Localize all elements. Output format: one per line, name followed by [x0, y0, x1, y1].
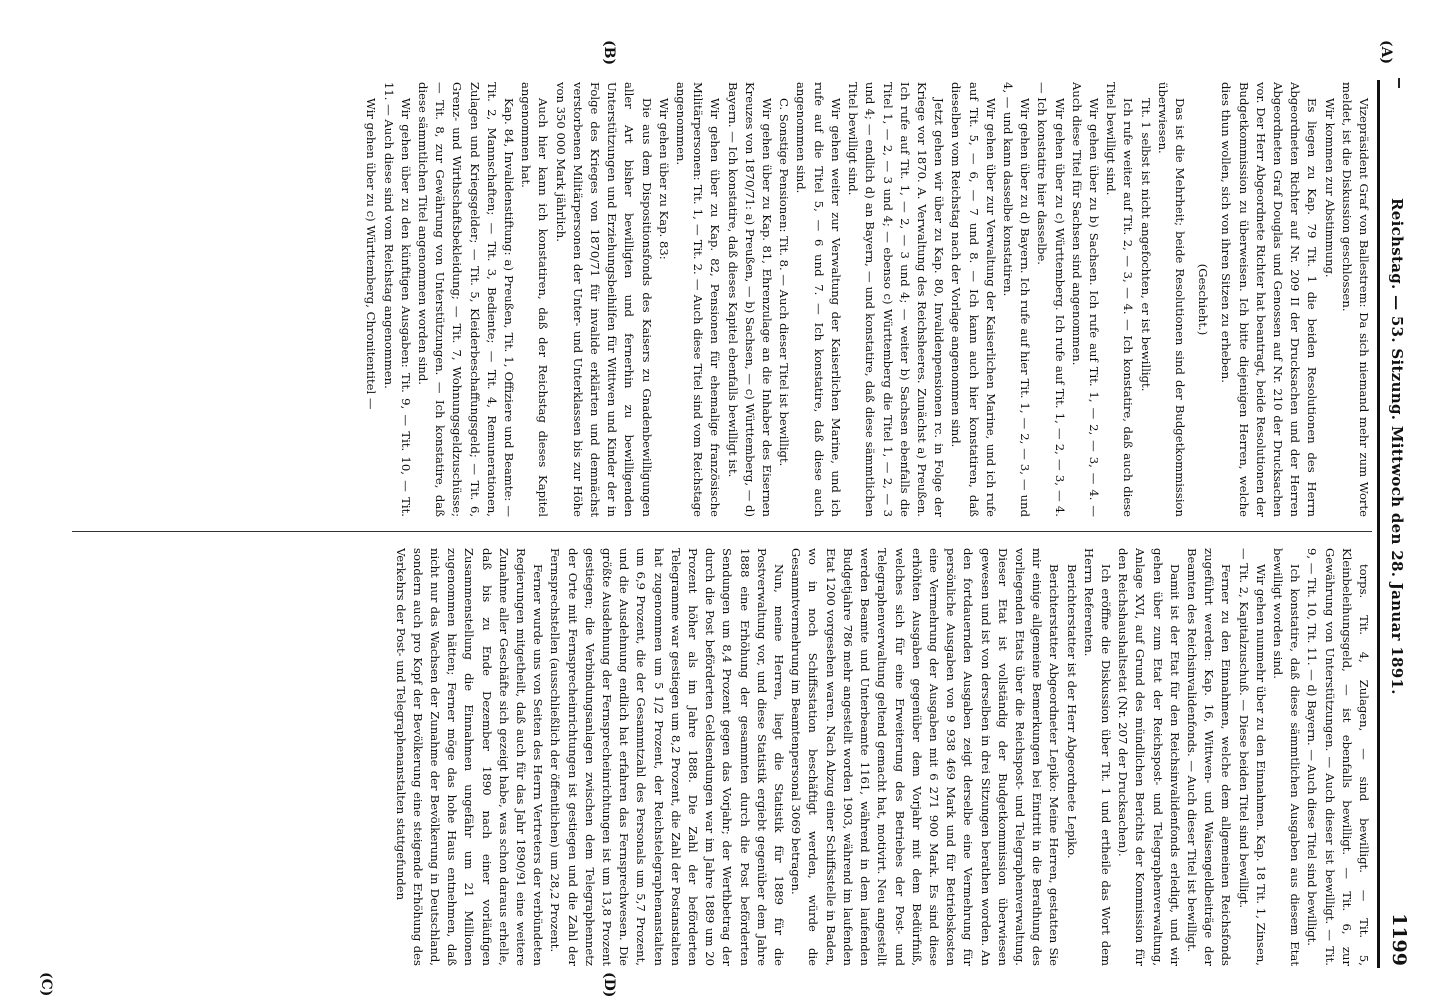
paragraph: (Geschieht.): [1196, 263, 1211, 336]
paragraph: Wir kommen zur Abstimmung.: [1322, 98, 1337, 278]
paragraph: Die aus dem Dispositionsfonds des Kaisers zu Gnadenbewilligungen aller Art bisher bewilligten und fernerhin zu bewilligenden Unterstützungen und Erziehungsbeihilfen für Wittwen und Kinder der in Folge des Krieges von 1870/71 für invalide erklärten und demnächst verstorbenen Militärpersonen der Unter- und Unterklassen bis zur Höhe von 350 000 Mark jährlich.: [553, 82, 654, 517]
margin-marker-c: (C): [38, 972, 54, 997]
paragraph: Ich konstatire, daß diese sämmtlichen Ausgaben aus diesem Etat bewilligt worden sind.: [1270, 548, 1303, 966]
header-dash: [1398, 78, 1400, 88]
paragraph: Wir gehen über zu c) Württemberg, Chronitentitel —: [364, 98, 379, 410]
paragraph: Wir gehen über zu c) Württemberg. Ich rufe auf Tit. 1, — 2, — 3, — 4. — Ich konstatire hier dasselbe.: [1035, 82, 1067, 517]
paragraph: Ferner zu den Einnahmen, welche dem allgemeinen Reichsfonds zugeführt werden: Kap. 16, Wittwen- und Waisengeldbeiträge der Beamten des Reichsinvalidenfonds. — Auch dieser Titel ist bewilligt.: [1184, 548, 1234, 966]
paragraph: Tit. 1 selbst ist nicht angefochten, er ist bewilligt.: [1138, 98, 1153, 392]
paragraph: Wir gehen über zu den künftigen Ausgaben: Tit. 9, — Tit. 10, — Tit. 11. — Auch diese sind vom Reichstag angenommen.: [381, 82, 413, 517]
page-title: Reichstag. — 53. Sitzung. Mittwoch den 28. Januar 1891.: [1388, 198, 1406, 695]
paragraph: Ich rufe weiter auf Tit. 2, — 3, — 4. — Ich konstatire, daß auch diese Titel bewilligt sind.: [1104, 82, 1136, 517]
paragraph: Kap. 84, Invalidenstiftung: a) Preußen, Tit. 1, Offiziere und Beamte: — Tit. 2, Mannschaften; — Tit. 3, Bediente; — Tit. 4, Remunerationen, Zulagen und Kriegsgelder; — Tit. 5, Kleiderbeschaffungsgeld; — Tit. 6, Grenz- und Wirthschaftsbekleidung; — Tit. 7, Wohnungsgeldzuschüsse; — Tit. 8, zur Gewährung von Unterstützungen. — Ich konstatire, daß diese sämmtlichen Titel angenommen worden sind.: [416, 82, 517, 517]
paragraph: Wir gehen über zu d) Bayern. Ich rufe auf hier Tit. 1, — 2, — 3, — und 4, — und kann dasselbe konstatiren.: [1000, 82, 1033, 517]
paragraph: Wir gehen über zu Kap. 81, Ehrenzulage an die Inhaber des Eisernen Kreuzes von 1870/71: a) Preußen, — b) Sachsen, — c) Württemberg, — d) Bayern. — Ich konstatire, daß dieses Kapitel ebenfalls bewilligt ist.: [725, 82, 775, 517]
paragraph: Nun, meine Herren, liegt die Statistik für 1889 für die Postverwaltung vor, und diese Statistik ergiebt gegenüber dem Jahre 1888 eine Erhöhung der gesammten durch die Post beförderten Sendungen um 8,4 Prozent gegen das Vorjahr; der Werthbetrag der durch die Post beförderten Geldsendungen war im Jahre 1889 um 20 Prozent höher als im Jahre 1888. Die Zahl der beförderten Telegramme war gestiegen um 8,2 Prozent, die Zahl der Postanstalten hat zugenommen um 5 1/2 Prozent, der Reichstelegraphenanstalten um 6,9 Prozent, die der Gesammtzahl des Personals um 5,7 Prozent, und die Ausdehnung endlich hat erfahren das Fernsprechwesen. Die größte Ausdehnung der Fernsprecheinrichtungen ist um 13,8 Prozent gestiegen; die Verbindungsanlagen zwischen dem Telegraphennetz der Orte mit Fernsprecheinrichtungen ist gestiegen und die Zahl der Fernsprechstellen (ausschließlich der öffentlichen) um 28,2 Prozent.: [548, 548, 787, 966]
paragraph: C. Sonstige Pensionen: Tit. 8. — Auch dieser Titel ist bewilligt.: [777, 98, 792, 467]
header-rule: [1377, 80, 1380, 968]
paragraph: Wir gehen über zu Kap. 82, Pensionen für ehemalige französische Militärpersonen: Tit. 1, — Tit. 2. — Auch diese Titel sind vom Reichstage angenommen.: [674, 82, 723, 517]
right-column: [72, 548, 1372, 966]
paragraph: Ich eröffne die Diskussion über Tit. 1 und ertheile das Wort dem Herrn Referenten.: [1081, 548, 1113, 966]
left-column: [72, 82, 1372, 517]
margin-marker-b: (B): [601, 40, 617, 66]
page-number: 1199: [1388, 913, 1410, 966]
paragraph: Wir gehen nunmehr über zu den Einnahmen. Kap. 18 Tit. 1, Zinsen, — Tit. 2, Kapitalzuschuß. — Diese beiden Titel sind bewilligt.: [1236, 548, 1268, 966]
paragraph: Ferner wurde uns von Seiten des Herrn Vertreters der verbündeten Regierungen mitgetheilt, daß auch für das Jahr 1890/91 eine weitere Zunahme aller Geschäfte sich gezeigt habe, was schon daraus erhelle, daß bis zu Ende Dezember 1890 nach einer vorläufigen Zusammenstellung die Einnahmen ungefähr um 21 Millionen zugenommen hätten; Ferner möge das hohe Haus entnehmen, daß nicht nur das Wachsen der Zunahme der Bevölkerung in Deutschland, sondern auch pro Kopf der Bevölkerung eine steigende Erhöhung des Verkehrs der Post- und Telegraphenanstalten stattgefunden: [393, 548, 546, 966]
paragraph: Jetzt gehen wir über zu Kap. 80, Invalidenpensionen rc. in Folge der Kriege vor 1870. A. Verwaltung des Reichsheeres. Zunächst a) Preußen. Ich rufe auf Tit. 1, — 2, — 3 und 4; — weiter b) Sachsen ebenfalls die Titel 1, — 2, — 3 und 4; — ebenso c) Württemberg die Titel 1, — 2, — 3 und 4; — endlich d) an Bayern, — und konstatire, daß diese sämmtlichen Titel bewilligt sind.: [846, 82, 947, 517]
margin-marker-a: (A): [1378, 40, 1394, 65]
paragraph: Vizepräsident Graf von Ballestrem: Da sich niemand mehr zum Worte meldet, ist die Diskussion geschlossen.: [1339, 82, 1371, 517]
paragraph: Wir gehen über zu b) Sachsen. Ich rufe auf Tit. 1, — 2, — 3, — 4. — Auch diese Titel für Sachsen sind angenommen.: [1069, 82, 1101, 517]
paragraph: Wir gehen über zu Kap. 83:: [656, 98, 671, 260]
paragraph: Damit ist der Etat für den Reichsinvalidenfonds erledigt, und wir gehen über zum Etat der Reichspost- und Telegraphenverwaltung, Anlage XVI, auf Grund des mündlichen Berichts der Kommission für den Reichshaushaltsetat (Nr. 207 der Drucksachen).: [1116, 548, 1182, 966]
paragraph: Auch hier kann ich konstatiren, daß der Reichstag dieses Kapitel angenommen hat.: [519, 82, 551, 517]
paragraph: torps. Tit. 4, Zulagen, — sind bewilligt. — Tit. 5, Kleinbeleihungsgeld, — ist ebenfalls bewilligt. — Tit. 6, zur Gewährung von Unterstützungen. — Auch dieser ist bewilligt. — Tit. 9, — Tit. 10, Tit. 11. — d) Bayern. — Auch diese Titel sind bewilligt.: [1305, 548, 1371, 966]
column-divider: [72, 531, 1372, 532]
paragraph: Berichterstatter ist der Herr Abgeordnete Lepiko.: [1064, 564, 1079, 859]
margin-marker-d: (D): [601, 972, 617, 998]
paragraph: Wir gehen über zur Verwaltung der Kaiserlichen Marine, und ich rufe auf Tit. 5, — 6, — 7 und 8. — Ich kann auch hier konstatiren, daß dieselben vom Reichstag nach der Vorlage angenommen sind.: [949, 82, 998, 517]
page-header: [1384, 78, 1410, 966]
paragraph: Berichterstatter Abgeordneter Lepiko: Meine Herren, gestatten Sie mir einige allgemeine Bemerkungen bei Eintritt in die Berathung des vorliegenden Etats über die Reichspost- und Telegraphenverwaltung. Dieser Etat ist vollständig der Budgetkommission überwiesen gewesen und ist von derselben in drei Sitzungen berathen worden. An den fortdauernden Ausgaben zeigt derselbe eine Vermehrung für persönliche Ausgaben von 9 938 469 Mark und für Betriebskosten eine Vermehrung der Ausgaben mit 6 271 900 Mark. Es sind diese erhöhten Ausgaben gegenüber dem Vorjahr mit dem Bedürfniß, welches sich für eine Erweiterung des Betriebes der Post- und Telegraphenverwaltung geltend gemacht hat, motivirt. Neu angestellt werden Beamte und Unterbeamte 1161, während in dem laufenden Budgetjahre 786 mehr angestellt worden 1903, während im laufenden Etat 1200 vorgesehen waren. Nach Abzug einer Schiffsstelle in Baden, wo in noch Schiffsstation beschäftigt werden, würde die Gesammtvermehrung im Beamtenpersonal 3069 betragen.: [789, 548, 1062, 966]
paragraph: Wir gehen weiter zur Verwaltung der Kaiserlichen Marine, und ich rufe auf die Titel 5, — 6 und 7. — Ich konstatire, daß diese auch angenommen sind.: [794, 82, 843, 517]
paragraph: Es liegen zu Kap. 79 Tit. 1 die beiden Resolutionen des Herrn Abgeordneten Richter auf Nr. 209 II der Drucksachen und der Herren Abgeordneten Graf Douglas und Genossen auf Nr. 210 der Drucksachen vor. Der Herr Abgeordnete Richter hat beantragt, beide Resolutionen der Budgetkommission zu überweisen. Ich bitte diejenigen Herren, welche dies thun wollen, sich von ihren Sitzen zu erheben.: [1219, 82, 1320, 517]
paragraph: Das ist die Mehrheit; beide Resolutionen sind der Budgetkommission überwiesen.: [1155, 82, 1187, 517]
